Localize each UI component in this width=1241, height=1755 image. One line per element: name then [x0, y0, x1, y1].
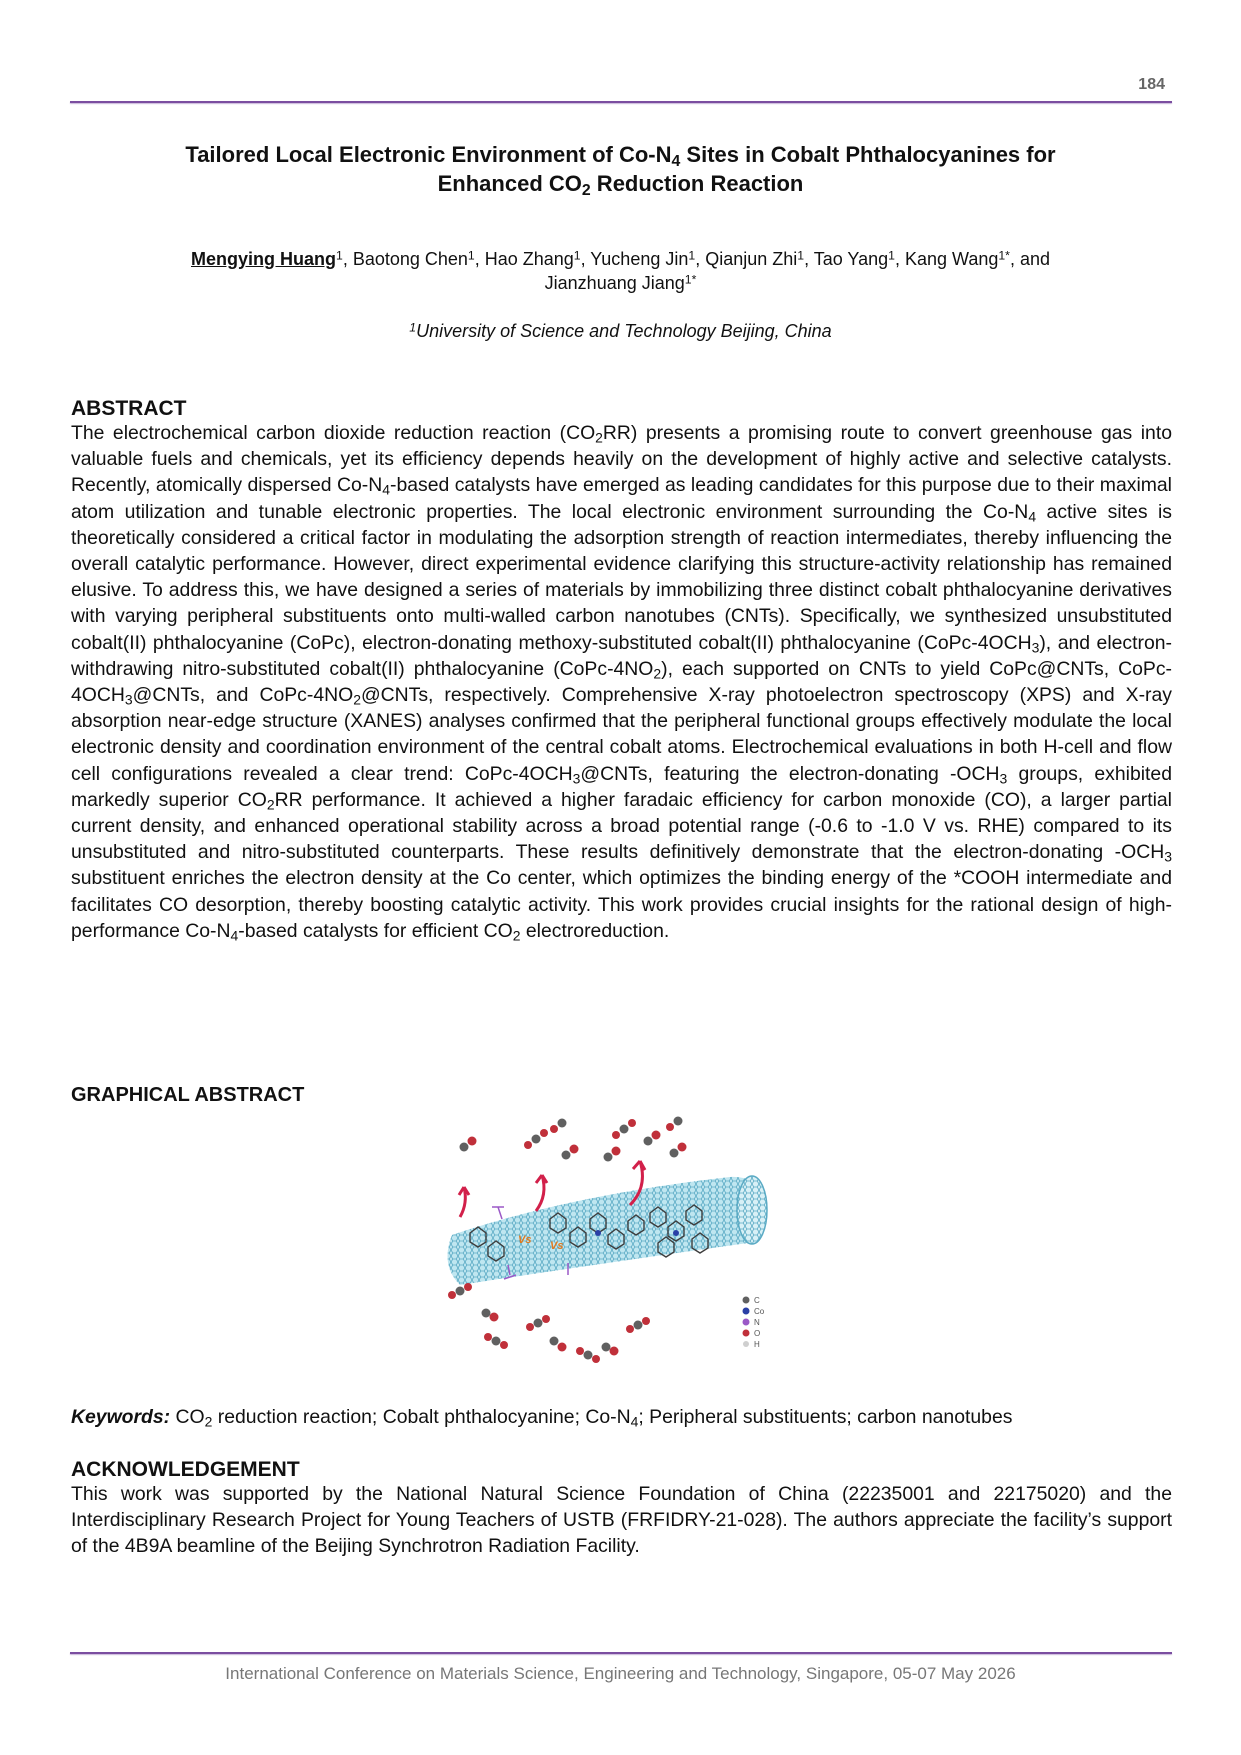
abstract-text-segment: @CNTs, respectively. Comprehensive X-ray photoelectron spectroscopy (XPS) and X-ray absorption near-edge structure (XANES) analyses confirmed that the peripheral functional groups effectively modulate the local electronic density and coordination environment of the central cobalt atoms. Electrochemical evaluations in both H-cell and flow cell configurations revealed a clear trend: CoPc-4OCH	[71, 684, 1172, 785]
abstract-text-segment: active sites is theoretically considered a critical factor in modulating the adsorption strength of reaction intermediates, thereby influencing the overall catalytic performance. However, direct experimental evidence clarifying this structure-activity relationship has remained elusive. To address this, we have designed a series of materials by immobilizing three distinct cobalt phthalocyanine derivatives with varying peripheral substituents onto multi-walled carbon nanotubes (CNTs). Specifically, we synthesized unsubstituted cobalt(II) phthalocyanine (CoPc), electron-donating methoxy-substituted cobalt(II) phthalocyanine (CoPc-4OCH	[71, 500, 1172, 654]
abstract-subscript: 3	[1164, 848, 1172, 865]
svg-text:O: O	[754, 1329, 761, 1338]
abstract-text-segment: RR) presents a promising route to convert greenhouse gas into valuable fuels and chemicals, yet its efficiency depends heavily on the development of highly active and selective catalysts. Recently, atomically dispersed Co-N	[71, 422, 1172, 497]
abstract-text-segment: ), and electron-withdrawing nitro-substituted cobalt(II) phthalocyanine (CoPc-4NO	[71, 631, 1172, 680]
abstract-subscript: 3	[1031, 639, 1040, 656]
graphical-abstract-heading: GRAPHICAL ABSTRACT	[71, 1084, 305, 1106]
abstract-text-segment: ), each supported on CNTs to yield CoPc@CNTs, CoPc-4OCH	[71, 657, 1173, 707]
svg-text:H: H	[754, 1340, 760, 1349]
conference-footer: International Conference on Materials Science, Engineering and Technology, Singapore, 05-07 May 2026	[225, 1664, 1016, 1683]
abstract-subscript: 3	[999, 770, 1008, 787]
affiliation: $^1$University of Science and Technology Beijing, China	[409, 320, 832, 341]
vacancy-label-1: Vs	[518, 1234, 532, 1246]
svg-text:Co: Co	[754, 1307, 765, 1316]
footer-rule	[70, 1652, 1172, 1654]
abstract-subscript: 3	[124, 691, 133, 708]
abstract-subscript: 4	[1028, 508, 1037, 525]
abstract-subscript: 4	[230, 927, 239, 944]
abstract-subscript: 2	[266, 796, 275, 813]
page-number: 184	[1138, 76, 1165, 93]
abstract-text-segment: @CNTs, and CoPc-4NO	[132, 684, 354, 707]
abstract-text-segment: -based catalysts have emerged as leading candidates for this purpose due to their maximal atom utilization and tunable electronic properties. The local electronic environment surrounding the Co-N	[71, 474, 1172, 523]
acknowledgement-heading: ACKNOWLEDGEMENT	[71, 1458, 300, 1481]
abstract-text-segment: -based catalysts for efficient CO	[238, 919, 513, 942]
svg-text:C: C	[754, 1296, 760, 1305]
abstract-text-segment: @CNTs, featuring the electron-donating -OCH	[580, 762, 1000, 785]
abstract-subscript: 2	[512, 927, 521, 944]
abstract-text-segment: RR performance. It achieved a higher faradaic efficiency for carbon monoxide (CO), a larger partial current density, and enhanced operational stability across a broad potential range (-0.6 to -1.0 V vs. RHE) compared to its unsubstituted and nitro-substituted counterparts. These results definitively demonstrate that the electron-donating -OCH	[71, 788, 1172, 864]
presenting-author: Mengying Huang	[191, 249, 336, 269]
abstract-subscript: 2	[595, 429, 603, 446]
abstract-subscript: 3	[572, 770, 581, 787]
atom-legend	[743, 1296, 765, 1349]
abstract-subscript: 2	[353, 691, 361, 708]
keywords-text-segment: reduction reaction; Cobalt phthalocyanine; Co-N	[212, 1406, 631, 1428]
svg-text:N: N	[754, 1318, 760, 1327]
keywords	[71, 1404, 1172, 1430]
abstract-text-segment: substituent enriches the electron density at the Co center, which optimizes the binding energy of the *COOH intermediate and facilitates CO desorption, thereby boosting catalytic activity. This work provides crucial insights for the rational design of high-performance Co-N	[71, 867, 1172, 942]
keywords-text-segment: ; Peripheral substituents; carbon nanotubes	[638, 1406, 1013, 1428]
abstract-subscript: 2	[653, 665, 662, 682]
keywords-text-segment: CO	[170, 1406, 205, 1428]
acknowledgement-text: This work was supported by the National Natural Science Foundation of China (22235001 and 22175020) and the Interdisciplinary Research Project for Young Teachers of USTB (FRFIDRY-21-028). The authors appreciate the facility’s support of the 4B9A beamline of the Beijing Synchrotron Radiation Facility.	[71, 1483, 1172, 1558]
abstract-text-segment: The electrochemical carbon dioxide reduction reaction (CO	[71, 422, 596, 444]
carbon-nanotube	[448, 1176, 768, 1285]
vacancy-label-2: Vs	[550, 1240, 564, 1252]
paper-title: Tailored Local Electronic Environment of $Co-N_4$ Sites in Cobalt Phthalocyanines for Enhanced $CO_2$ Reduction Reaction	[185, 142, 1056, 199]
abstract-heading: ABSTRACT	[71, 397, 187, 420]
abstract-text-segment: electroreduction.	[520, 919, 670, 942]
keywords-label: Keywords:	[71, 1406, 171, 1428]
header-rule	[70, 101, 1172, 103]
author-list: Mengying Huang$^1$, Baotong Chen$^1$, Hao Zhang$^1$, Yucheng Jin$^1$, Qianjun Zhi$^1$, Tao Yang$^1$, Kang Wang$^{1*}$, and Jianzhuang Jiang$^{1*}$	[191, 248, 1050, 293]
abstract-subscript: 4	[382, 481, 390, 498]
keywords-subscript: 2	[204, 1413, 213, 1430]
abstract-text	[71, 420, 1172, 944]
graphical-abstract-figure	[430, 1115, 820, 1375]
keywords-subscript: 4	[630, 1413, 639, 1430]
abstract-text-segment: groups, exhibited markedly superior CO	[71, 762, 1172, 811]
